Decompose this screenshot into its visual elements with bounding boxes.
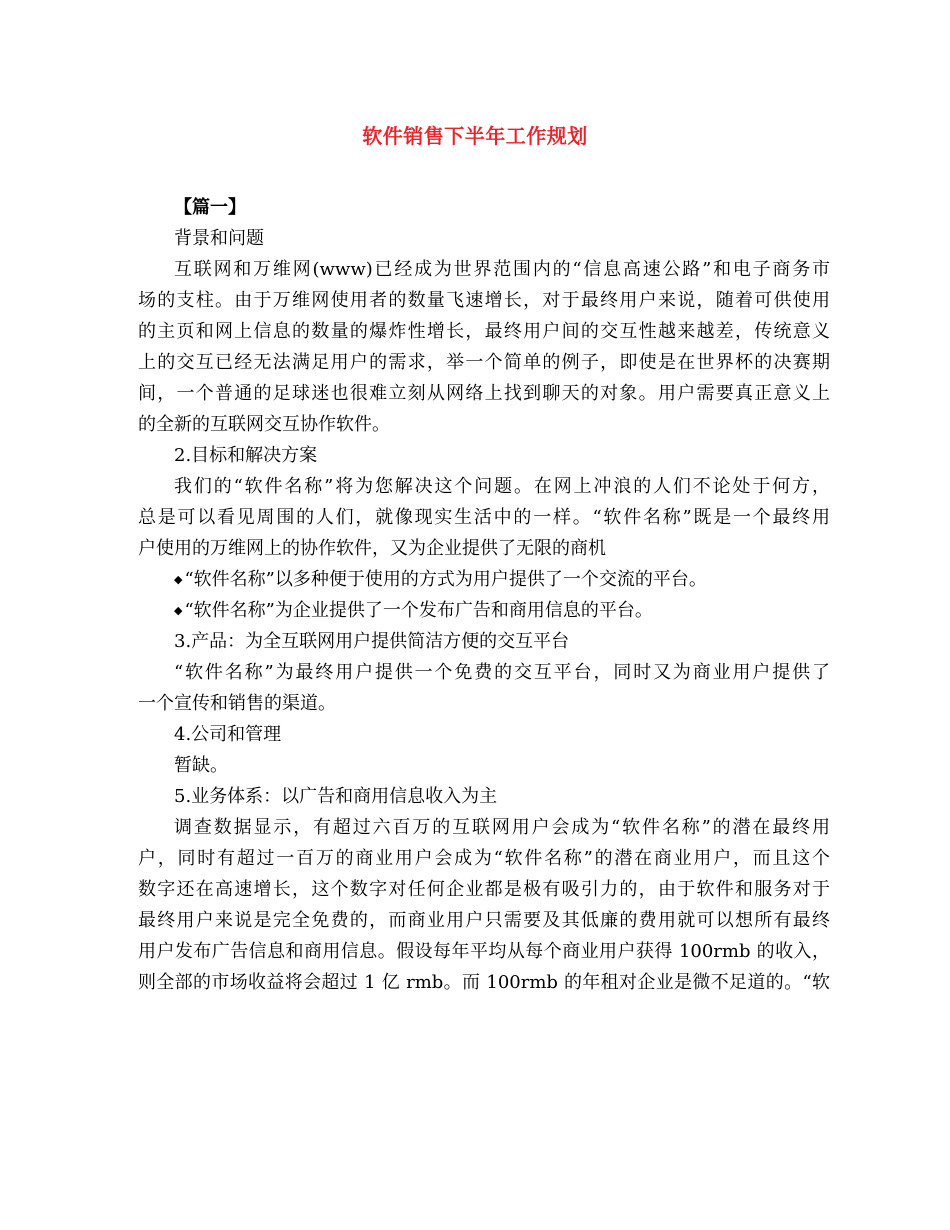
text-line	[138, 967, 830, 998]
line-text: 上的交互已经无法满足用户的需求，举一个简单的例子，即使是在世界杯的决赛期	[138, 352, 830, 373]
line-text: 总是可以看见周围的人们，就像现实生活中的一样。“软件名称”既是一个最终用	[138, 507, 830, 528]
text-line	[138, 409, 830, 440]
diamond-bullet-icon: ◆	[174, 573, 183, 586]
text-line	[138, 843, 830, 874]
text-line	[138, 533, 830, 564]
text-line	[138, 905, 830, 936]
line-text: “软件名称”为企业提供了一个发布广告和商用信息的平台。	[184, 600, 653, 621]
bullet-list-item	[138, 564, 830, 595]
text-line	[138, 316, 830, 347]
line-text: 2.目标和解决方案	[174, 445, 318, 466]
line-text: 一个宣传和销售的渠道。	[138, 693, 336, 714]
line-text: 暂缺。	[174, 755, 228, 776]
text-line	[138, 719, 830, 750]
line-text: 背景和问题	[174, 228, 264, 249]
document-title: 软件销售下半年工作规划	[362, 124, 588, 148]
text-line	[138, 626, 830, 657]
line-text: 间，一个普通的足球迷也很难立刻从网络上找到聊天的对象。用户需要真正意义上	[138, 383, 830, 404]
line-text: 的全新的互联网交互协作软件。	[138, 414, 390, 435]
text-line	[138, 223, 830, 254]
line-text: 3.产品：为全互联网用户提供简洁方便的交互平台	[174, 631, 570, 652]
line-text: 用户发布广告信息和商用信息。假设每年平均从每个商业用户获得 100rmb 的收入，	[138, 941, 830, 962]
line-text: 调查数据显示，有超过六百万的互联网用户会成为“软件名称”的潜在最终用	[174, 817, 830, 838]
text-line	[138, 285, 830, 316]
line-text: 场的支柱。由于万维网使用者的数量飞速增长，对于最终用户来说，随着可供使用	[138, 290, 830, 311]
text-line	[138, 440, 830, 471]
text-line	[138, 347, 830, 378]
text-line	[138, 254, 830, 285]
line-text: 最终用户来说是完全免费的，而商业用户只需要及其低廉的费用就可以想所有最终	[138, 910, 830, 931]
line-text: 5.业务体系：以广告和商用信息收入为主	[174, 786, 498, 807]
text-line	[138, 471, 830, 502]
line-text: “软件名称”以多种便于使用的方式为用户提供了一个交流的平台。	[184, 569, 707, 590]
text-line	[138, 502, 830, 533]
line-text: 【篇一】	[174, 197, 246, 218]
line-text: 户使用的万维网上的协作软件，又为企业提供了无限的商机	[138, 538, 606, 559]
text-line	[138, 657, 830, 688]
text-line	[138, 378, 830, 409]
line-text: 我们的“软件名称”将为您解决这个问题。在网上冲浪的人们不论处于何方，	[174, 476, 830, 497]
section-heading	[138, 192, 830, 223]
text-line	[138, 750, 830, 781]
line-text: 数字还在高速增长，这个数字对任何企业都是极有吸引力的，由于软件和服务对于	[138, 879, 830, 900]
document-body	[138, 192, 830, 998]
text-line	[138, 781, 830, 812]
line-text: “软件名称”为最终用户提供一个免费的交互平台，同时又为商业用户提供了	[174, 662, 830, 683]
text-line	[138, 688, 830, 719]
line-text: 户，同时有超过一百万的商业用户会成为“软件名称”的潜在商业用户，而且这个	[138, 848, 830, 869]
line-text: 互联网和万维网(www)已经成为世界范围内的“信息高速公路”和电子商务市	[174, 259, 830, 280]
diamond-bullet-icon: ◆	[174, 604, 183, 617]
text-line	[138, 936, 830, 967]
line-text: 4.公司和管理	[174, 724, 282, 745]
line-text: 的主页和网上信息的数量的爆炸性增长，最终用户间的交互性越来越差，传统意义	[138, 321, 830, 342]
text-line	[138, 812, 830, 843]
bullet-list-item	[138, 595, 830, 626]
line-text: 则全部的市场收益将会超过 1 亿 rmb。而 100rmb 的年租对企业是微不足道的。“软	[138, 972, 830, 993]
text-line	[138, 874, 830, 905]
